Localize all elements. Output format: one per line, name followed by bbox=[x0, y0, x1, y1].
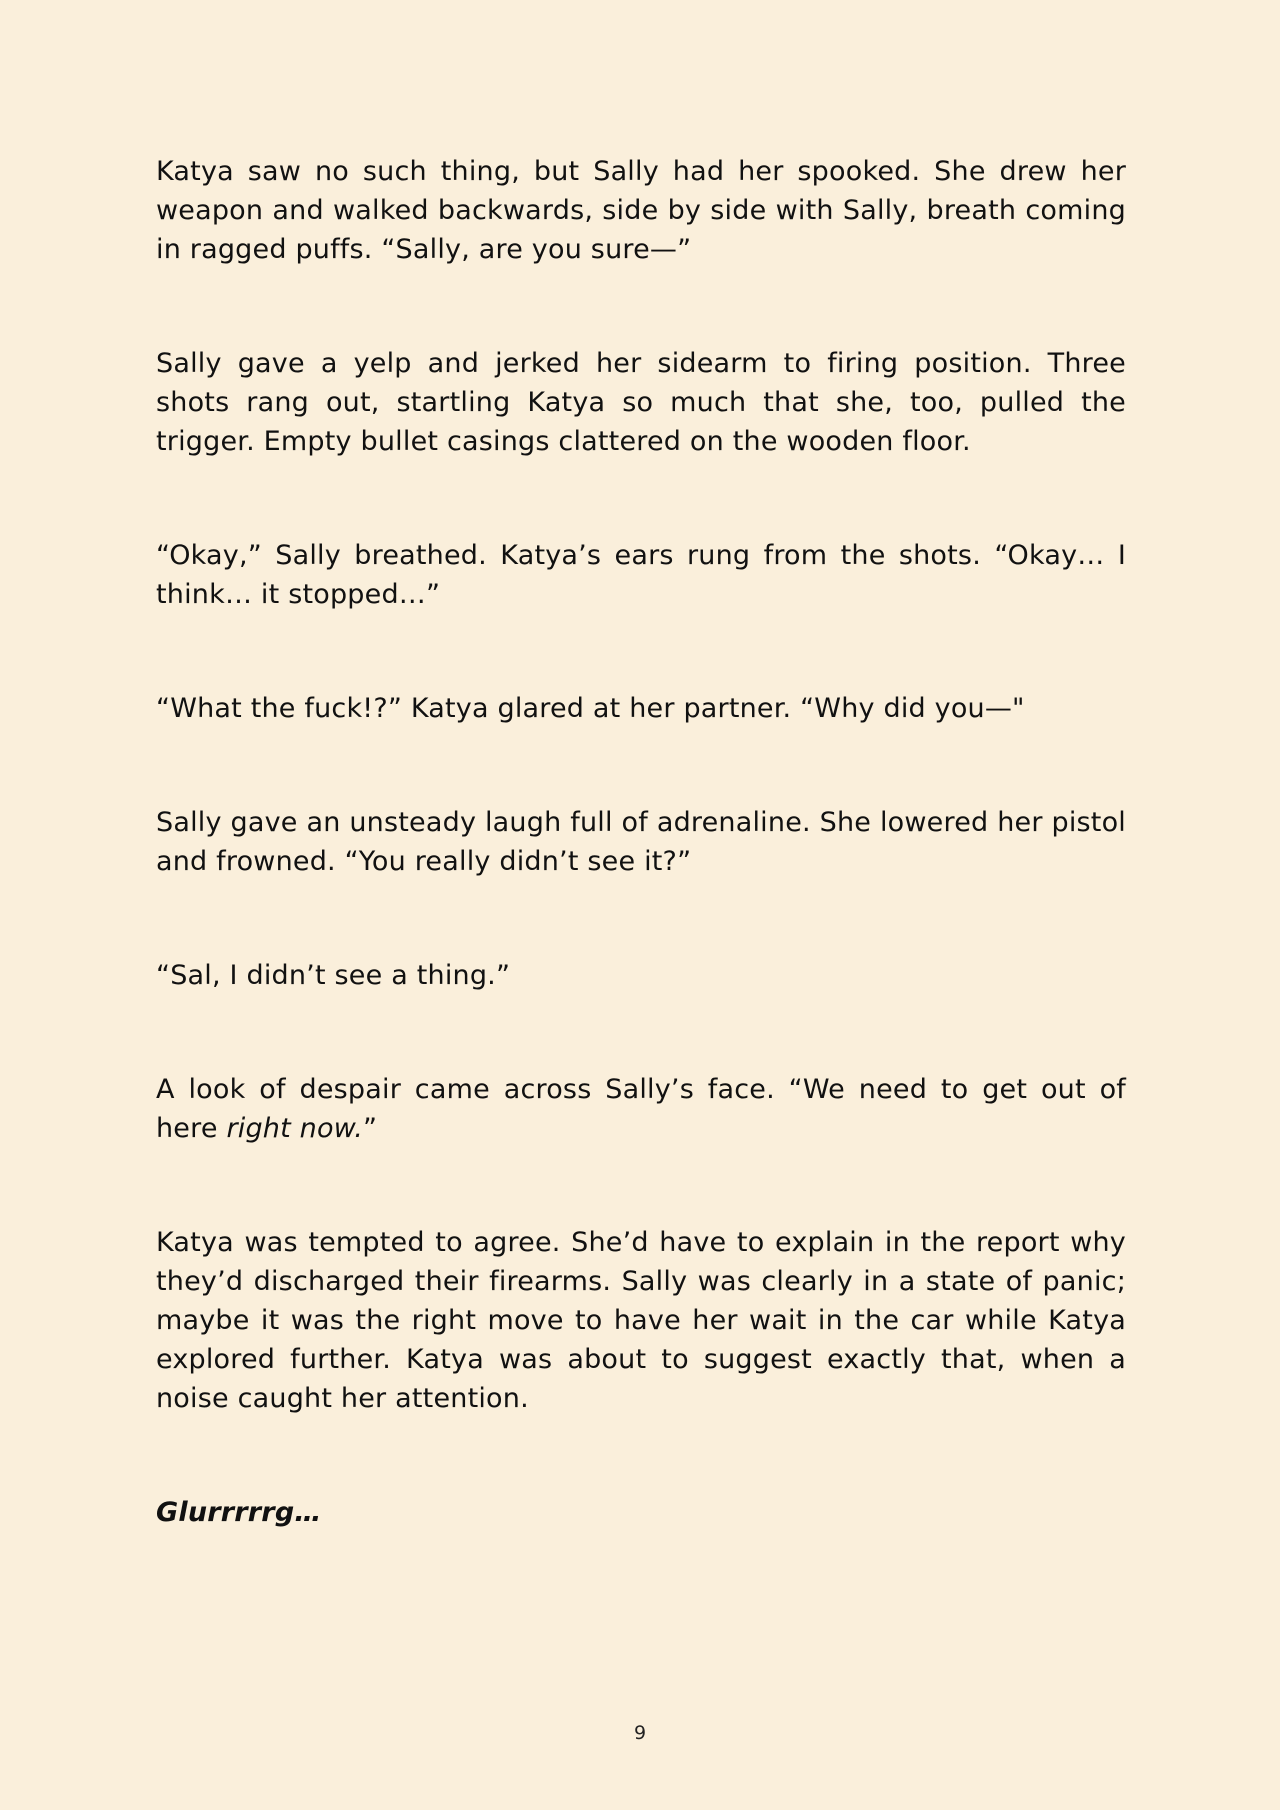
paragraph-4: “What the fuck!?” Katya glared at her partner. “Why did you—" bbox=[156, 693, 1025, 724]
paragraph-9 bbox=[156, 1493, 1126, 1532]
paragraph-1: Katya saw no such thing, but Sally had her spooked. She drew her weapon and walked backwards, side by side with Sally, breath coming in ragged puffs. “Sally, are you sure—” bbox=[156, 156, 1126, 265]
paragraph-2: Sally gave a yelp and jerked her sidearm to firing position. Three shots rang out, startling Katya so much that she, too, pulled the trigger. Empty bullet casings clattered on the wooden floor. bbox=[156, 348, 1126, 457]
paragraph-3: “Okay,” Sally breathed. Katya’s ears rung from the shots. “Okay… I think… it stopped…” bbox=[156, 540, 1126, 610]
paragraph-9-sound: Glurrrrrg… bbox=[156, 1497, 322, 1528]
paragraph-7-italic: right now. bbox=[226, 1113, 364, 1144]
paragraph-6: “Sal, I didn’t see a thing.” bbox=[156, 960, 511, 991]
paragraph-8: Katya was tempted to agree. She’d have to explain in the report why they’d discharged their firearms. Sally was clearly in a state of panic; maybe it was the right move to have her wait in the car while Katya explored further. Katya was about to suggest exactly that, when a noise caught her attention. bbox=[156, 1227, 1126, 1414]
paragraph-7-end: ” bbox=[363, 1113, 378, 1144]
page-number: 9 bbox=[633, 1722, 647, 1744]
paragraph-7-text: A look of despair came across Sally’s face. “We need to get out of here bbox=[156, 1074, 1126, 1144]
document-body bbox=[156, 152, 1126, 1607]
paragraph-5: Sally gave an unsteady laugh full of adrenaline. She lowered her pistol and frowned. “You really didn’t see it?” bbox=[156, 807, 1126, 877]
paragraph-7 bbox=[156, 1070, 1126, 1148]
